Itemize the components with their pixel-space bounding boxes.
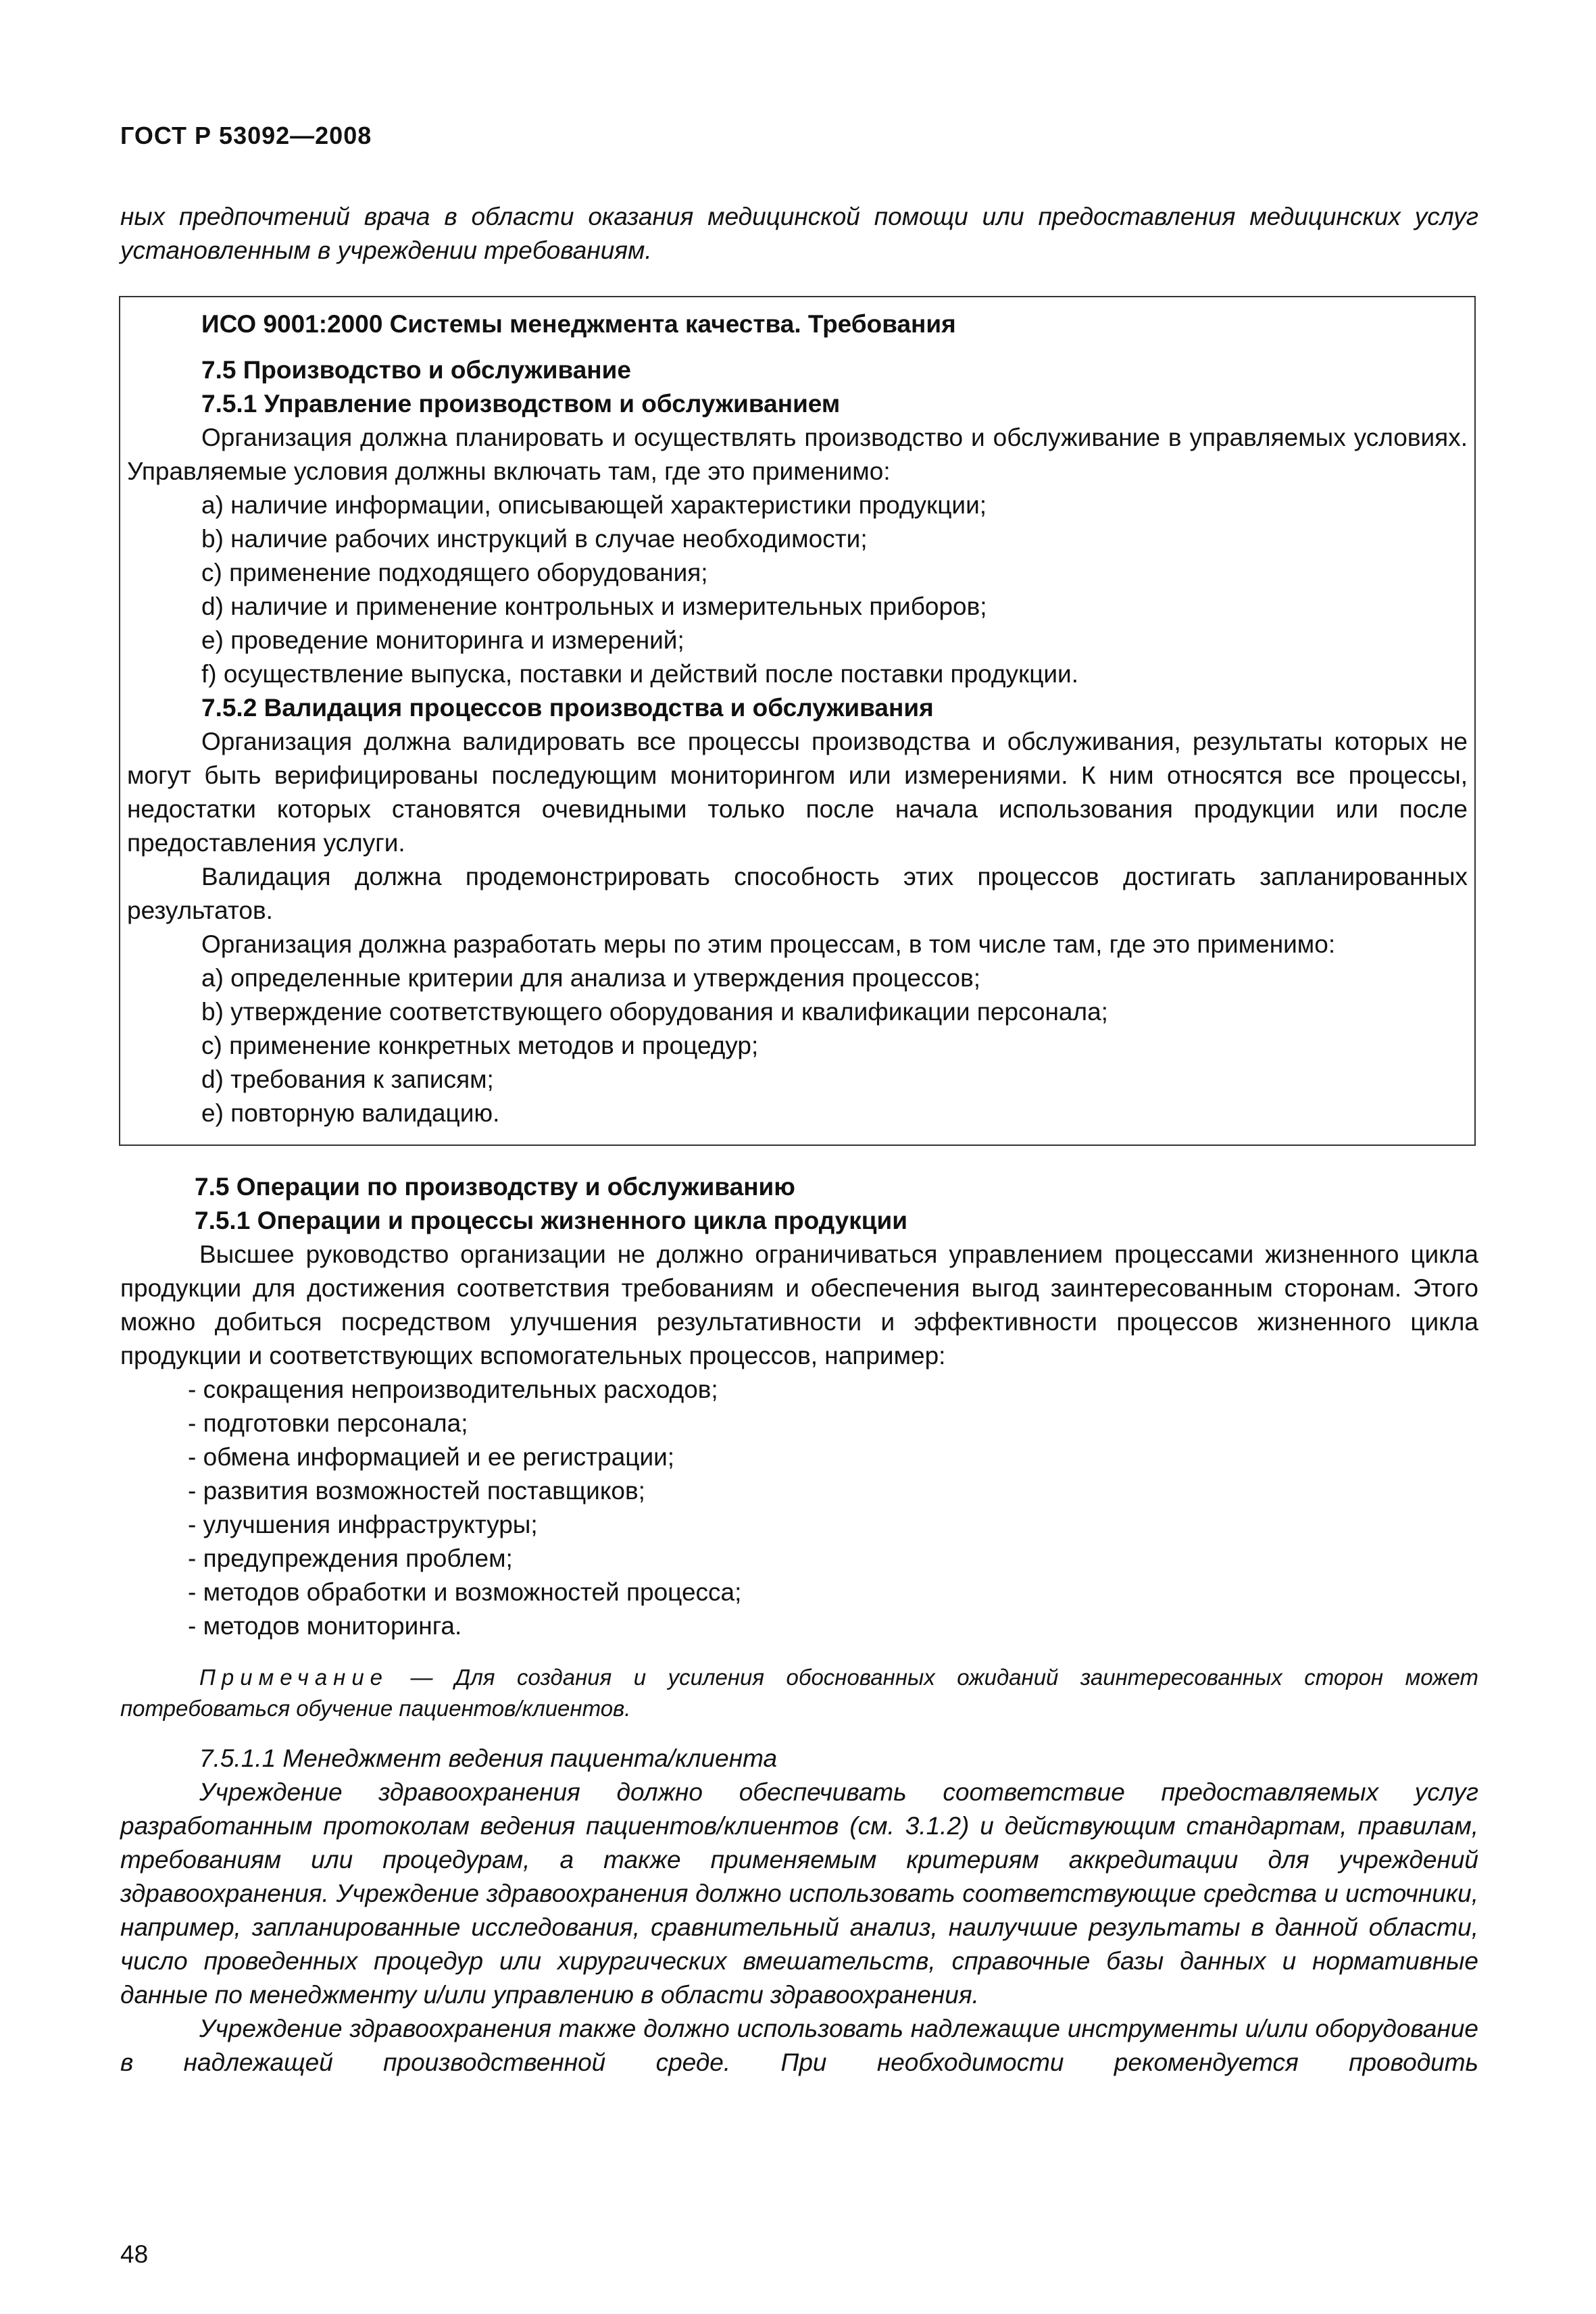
note-label: Примечание [199,1665,389,1690]
bullet-item: - улучшения инфраструктуры; [188,1511,538,1538]
iso-list1-item: а) наличие информации, описывающей характеристики продукции; [201,491,987,519]
iso-list1-item: d) наличие и применение контрольных и измерительных приборов; [201,593,987,620]
bullet-item: - обмена информацией и ее регистрации; [188,1443,675,1471]
intro-paragraph [120,200,1478,268]
iso-list2-item: d) требования к записям; [201,1065,494,1093]
bullet-item: - подготовки персонала; [188,1409,468,1437]
bullet-item: - сокращения непроизводительных расходов; [188,1376,718,1403]
iso-list2-item: а) определенные критерии для анализа и утверждения процессов; [201,964,981,992]
section-heading-7-5-1: 7.5.1 Операции и процессы жизненного цикла продукции [195,1207,907,1234]
section-paragraph-3: Учреждение здравоохранения также должно использовать надлежащие инструменты и/или оборудование в надлежащей производственной среде. При необходимости рекомендуется проводить [120,2015,1478,2076]
intro-text: ных предпочтений врача в области оказания медицинской помощи или предоставления медицинских услуг установленным в учреждении требованиям. [120,203,1478,264]
iso-heading-7-5-2: 7.5.2 Валидация процессов производства и обслуживания [201,694,934,722]
iso-heading-7-5-1: 7.5.1 Управление производством и обслуживанием [201,390,841,418]
iso-paragraph-4: Организация должна разработать меры по этим процессам, в том числе там, где это применимо: [201,930,1336,958]
bullet-item: - методов обработки и возможностей процесса; [188,1578,742,1606]
iso-heading-7-5: 7.5 Производство и обслуживание [201,356,631,384]
iso-list1-item: f) осуществление выпуска, поставки и действий после поставки продукции. [201,660,1078,688]
iso-quote-content [127,307,1468,1130]
document-header: ГОСТ Р 53092—2008 [120,122,372,149]
section-paragraph-1: Высшее руководство организации не должно ограничиваться управлением процессами жизненного цикла продукции для достижения соответствия требованиям и обеспечения выгод заинтересованным сторонам. Этого можно добиться посредством улучшения результативности и эффективности процессов жизненного цикла продукции и соответствующих вспомогательных процессов, например: [120,1240,1478,1369]
iso-quote-box [119,296,1476,1146]
section-7-5 [120,1170,1478,2080]
page-number: 48 [120,2240,149,2268]
iso-paragraph-3: Валидация должна продемонстрировать способность этих процессов достигать запланированных результатов. [127,863,1468,924]
iso-list2-item: е) повторную валидацию. [201,1099,500,1127]
bullet-item: - развития возможностей поставщиков; [188,1477,645,1505]
iso-list1-item: c) применение подходящего оборудования; [201,559,708,586]
iso-box-title: ИСО 9001:2000 Системы менеджмента качества. Требования [201,310,956,338]
iso-paragraph-1: Организация должна планировать и осуществлять производство и обслуживание в управляемых условиях. Управляемые условия должны включать там, где это применимо: [127,424,1468,485]
section-paragraph-2: Учреждение здравоохранения должно обеспечивать соответствие предоставляемых услуг разработанным протоколам ведения пациентов/клиентов (см. 3.1.2) и действующим стандартам, правилам, требованиям или процедурам, а также применяемым критериям аккредитации для учреждений здравоохранения. Учреждение здравоохранения должно использовать соответствующие средства и источники, например, запланированные исследования, сравнительный анализ, наилучшие результаты в данной области, число проведенных процедур или хирургических вмешательств, справочные базы данных и нормативные данные по менеджменту и/или управлению в области здравоохранения. [120,1778,1478,2009]
bullet-item: - методов мониторинга. [188,1612,462,1640]
iso-list2-item: c) применение конкретных методов и процедур; [201,1032,759,1059]
iso-list2-item: b) утверждение соответствующего оборудования и квалификации персонала; [201,998,1108,1026]
bullet-item: - предупреждения проблем; [188,1544,513,1572]
section-heading-7-5: 7.5 Операции по производству и обслуживанию [195,1173,795,1201]
iso-list1-item: e) проведение мониторинга и измерений; [201,626,684,654]
iso-list1-item: b) наличие рабочих инструкций в случае необходимости; [201,525,868,553]
note-text: — Для создания и усиления обоснованных ожиданий заинтересованных сторон может потребоваться обучение пациентов/клиентов. [120,1665,1478,1721]
section-heading-7-5-1-1: 7.5.1.1 Менеджмент ведения пациента/клиента [199,1744,778,1772]
note [120,1662,1478,1724]
iso-paragraph-2: Организация должна валидировать все процессы производства и обслуживания, результаты которых не могут быть верифицированы последующим мониторингом или измерениями. К ним относятся все процессы, недостатки которых становятся очевидными только после начала использования продукции или после предоставления услуги. [127,728,1468,857]
